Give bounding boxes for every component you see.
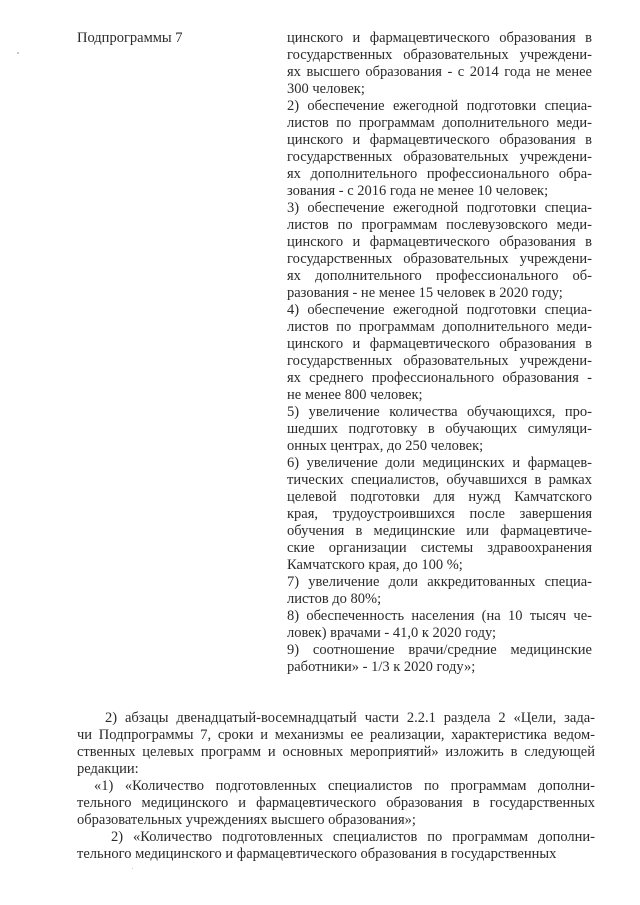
content-line: 3) обеспечение ежегодной подготовки специа-	[287, 200, 592, 216]
body-paragraphs	[77, 710, 595, 863]
body-line: 2) абзацы двенадцатый-восемнадцатый части 2.2.1 раздела 2 «Цели, зада-	[105, 710, 595, 726]
content-line: разования - не менее 15 человек в 2020 году;	[287, 285, 563, 301]
content-line: целевой подготовки для нужд Камчатского	[287, 489, 592, 505]
content-line: листов до 80%;	[287, 591, 382, 607]
content-line: ях дополнительного профессионального обра-	[287, 166, 592, 182]
content-line: государственных образовательных учреждени-	[287, 353, 592, 369]
content-line: зования - с 2016 года не менее 10 человек;	[287, 183, 549, 199]
content-line: работники» - 1/3 к 2020 году»;	[287, 659, 476, 675]
content-line: листов по программам послевузовского меди-	[287, 217, 592, 233]
content-line: 4) обеспечение ежегодной подготовки специа-	[287, 302, 592, 318]
content-line: цинского и фармацевтического образования в	[287, 30, 592, 46]
body-line: редакции:	[77, 761, 139, 777]
content-line: ях высшего образования - с 2014 года не менее	[287, 64, 592, 80]
content-line: ях дополнительного профессионального об-	[287, 268, 592, 284]
content-line: 8) обеспеченность населения (на 10 тысяч че-	[287, 608, 592, 624]
content-line: 300 человек;	[287, 81, 365, 97]
body-line: «1) «Количество подготовленных специалистов по программам дополни-	[94, 778, 595, 794]
content-line: ские организации системы здравоохранения	[287, 540, 592, 556]
body-line: 2) «Количество подготовленных специалистов по программам дополни-	[111, 829, 595, 845]
content-line: государственных образовательных учреждени-	[287, 149, 592, 165]
content-line: цинского и фармацевтического образования в	[287, 336, 592, 352]
body-line: тельного медицинского и фармацевтического образования в государственных	[77, 795, 595, 811]
scan-speck	[17, 52, 19, 54]
content-line: 6) увеличение доли медицинских и фармацев-	[287, 455, 592, 471]
content-line: листов по программам дополнительного меди-	[287, 115, 592, 131]
content-line: ях среднего профессионального образования -	[287, 370, 592, 386]
content-line: ловек) врачами - 41,0 к 2020 году;	[287, 625, 497, 641]
body-line: тельного медицинского и фармацевтического образования в государственных	[77, 846, 557, 862]
content-line: цинского и фармацевтического образования в	[287, 132, 592, 148]
content-line: государственных образовательных учреждени-	[287, 47, 592, 63]
content-line: 5) увеличение количества обучающихся, про-	[287, 404, 592, 420]
content-line: шедших подготовку в обучающих симуляци-	[287, 421, 592, 437]
content-line: Камчатского края, до 100 %;	[287, 557, 463, 573]
row-label: Подпрограммы 7	[77, 30, 183, 46]
content-line: края, трудоустроившихся после завершения	[287, 506, 592, 522]
content-line: онных центрах, до 250 человек;	[287, 438, 484, 454]
content-line: тических специалистов, обучавшихся в рамках	[287, 472, 592, 488]
row-content	[287, 30, 592, 676]
content-line: 9) соотношение врачи/средние медицинские	[287, 642, 592, 658]
body-line: образовательных учреждениях высшего образования»;	[77, 812, 416, 828]
content-line: листов по программам дополнительного меди-	[287, 319, 592, 335]
body-line: чи Подпрограммы 7, сроки и механизмы ее реализации, характеристика ведом-	[77, 727, 595, 743]
content-line: не менее 800 человек;	[287, 387, 423, 403]
content-line: цинского и фармацевтического образования в	[287, 234, 592, 250]
scan-speck	[132, 868, 133, 869]
content-line: обучения в медицинские или фармацевтиче-	[287, 523, 592, 539]
content-line: государственных образовательных учреждени-	[287, 251, 592, 267]
content-line: 7) увеличение доли аккредитованных специа-	[287, 574, 592, 590]
body-line: ственных целевых программ и основных мероприятий» изложить в следующей	[77, 744, 595, 760]
content-line: 2) обеспечение ежегодной подготовки специа-	[287, 98, 592, 114]
